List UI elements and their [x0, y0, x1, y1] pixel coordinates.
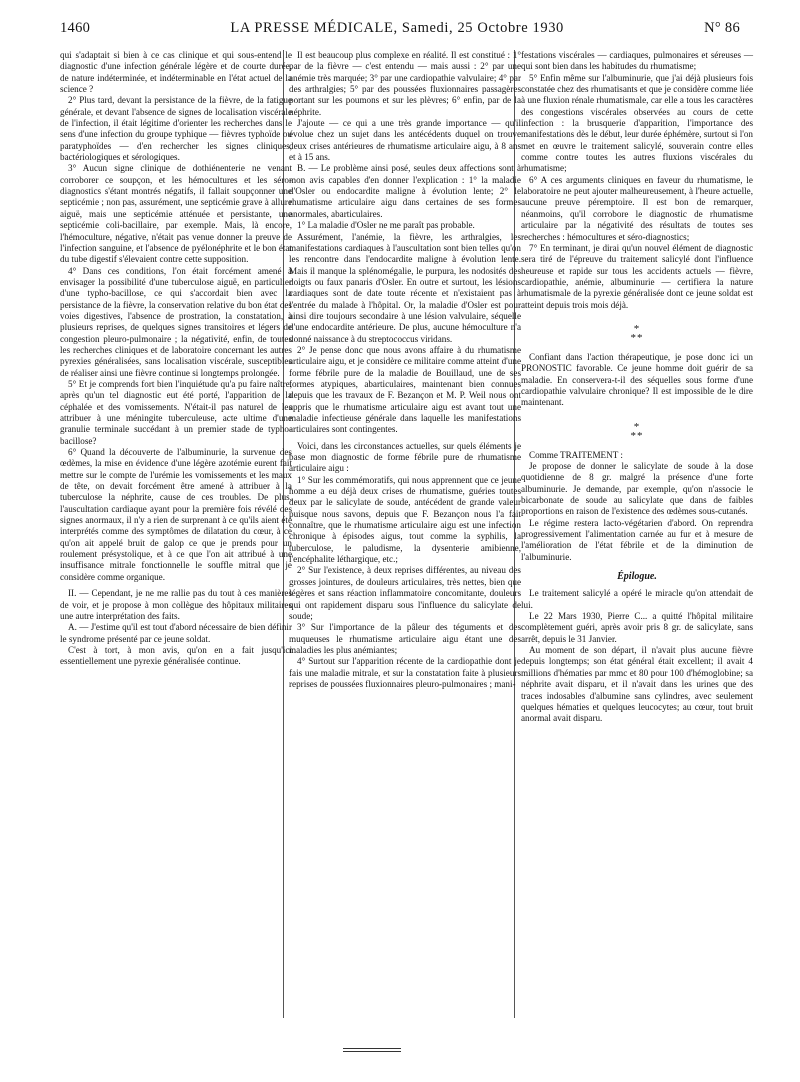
paragraph: qui s'adaptait si bien à ce cas clinique et qui sous-entend le diagnostic d'une infection générale légère et de courte durée, de nature indéterminée, et indéterminable en l'état actuel de la science ? — [60, 50, 292, 95]
paragraph: 1° Sur les commémoratifs, qui nous apprennent que ce jeune homme a eu déjà deux crises de rhumatisme, guéries toutes deux par le salicylate de soude, antécédent de grande valeur puisque nous savons, depuis que F. Bezançon nous l'a fait connaître, que le rhumatisme articulaire aigu est une infection chronique à épisodes aigus, tout comme la syphilis, la tuberculose, le paludisme, la dysenterie amibienne, l'encéphalite léthargique, etc.; — [289, 474, 521, 565]
paragraph: 2° Plus tard, devant la persistance de la fièvre, de la fatigue générale, et devant l'absence de signes de localisation viscérale de l'infection, il était légitime d'orienter les recherches dans le sens d'une infection du groupe typhique — fièvres typhoïde ou paratyphoïdes — d'en rechercher les signes cliniques, bactériologiques et sérologiques. — [60, 95, 292, 163]
paragraph: B. — Le problème ainsi posé, seules deux affections sont à mon avis capables d'en donner l'explication : 1° la maladie d'Osler ou endocardite maligne à évolution lente; 2° le rhumatisme articulaire aigu dans certaines de ses formes anormales, abarticulaires. — [289, 163, 521, 219]
paragraph: Le 22 Mars 1930, Pierre C... a quitté l'hôpital militaire complètement guéri, après avoir pris 8 gr. de salicylate, sans arrêt, depuis le 31 Janvier. — [521, 611, 753, 644]
text-column-2 — [289, 50, 521, 690]
paragraph: 3° Aucun signe clinique de dothiénenterie ne venant corroborer ce soupçon, et les hémocultures et les séro-diagnostics s'étant montrés négatifs, il fallait soupçonner une septicémie ; non pas, assurément, une septicémie grave à allure aiguë, mais une septicémie atténuée et persistante, une septicémie coli-bacillaire, par exemple. Mais, là encore, l'hémoculture, négative, n'était pas venue donner la preuve de l'infection sanguine, et l'absence de pyélonéphrite et le bon état du tube digestif s'élevaient contre cette supposition. — [60, 163, 292, 265]
paragraph: 4° Surtout sur l'apparition récente de la cardiopathie dont je fais une maladie mitrale, et sur la constatation faite à plusieurs reprises de poussées fluxionnaires pleuro-pulmonaires ; mani- — [289, 656, 521, 689]
paragraph: Je propose de donner le salicylate de soude à la dose quotidienne de 8 gr. malgré la présence d'une forte albuminurie. Je demande, par exemple, qu'on n'associe le bicarbonate de soude au salicylate que dans de faibles proportions en raison de l'existence des œdèmes sous-cutanés. — [521, 460, 753, 517]
paragraph: festations viscérales — cardiaques, pulmonaires et séreuses — qui sont bien dans les habitudes du rhumatisme; — [521, 50, 753, 72]
paragraph: 6° Quand la découverte de l'albuminurie, la survenue des œdèmes, la mise en évidence d'une légère azotémie eurent fait mettre sur le compte de l'urémie les vomissements et les maux de tête, on devait forcément être amené à attribuer à la tuberculose la néphrite, cause de ces troubles. De plus, l'auscultation cardiaque ayant pour la première fois révélé des signes anormaux, il n'y a rien de surprenant à ce qu'ils aient été interprétés comme des symptômes de dilatation du cœur, à ce qu'on ait appelé bruit de galop ce que je prends pour un roulement présystolique, et à ce que l'on ait attribué à une insuffisance mitrale fonctionnelle le souffle mitral que je considère comme organique. — [60, 447, 292, 582]
paragraph: 3° Sur l'importance de la pâleur des téguments et des muqueuses le rhumatisme articulaire aigu étant une des maladies les plus anémiantes; — [289, 622, 521, 655]
paragraph: J'ajoute — ce qui a une très grande importance — qu'il évolue chez un sujet dans les antécédents duquel on trouve deux crises antérieures de rhumatisme articulaire aigu, à 8 ans et à 15 ans. — [289, 118, 521, 163]
page-number: 1460 — [60, 20, 91, 36]
paragraph: 5° Et je comprends fort bien l'inquiétude qu'a pu faire naître, après qu'un tel diagnostic eut été porté, l'apparition de la céphalée et des vomissements. N'était-il pas naturel de les attribuer à une méningite tuberculeuse, acte ultime d'une granulie terminale succédant à un premier stade de typho-bacillose? — [60, 378, 292, 446]
paragraph: 7° En terminant, je dirai qu'un nouvel élément de diagnostic sera tiré de l'épreuve du traitement salicylé dont l'influence heureuse et rapide sur tous les accidents actuels — fièvre, cardiopathie, anémie, albuminurie — certifiera la nature rhumatismale de la pyrexie généralisée dont ce jeune soldat est atteint depuis trois mois déjà. — [521, 242, 753, 310]
text-column-1 — [60, 50, 292, 668]
paragraph: 5° Enfin même sur l'albuminurie, que j'ai déjà plusieurs fois constatée chez des rhumatisants et que je considère comme liée à une fluxion rénale rhumatismale, car elle a tous les caractères des congestions viscérales observées au cours de cette infection : la brusquerie d'apparition, l'importance des manifestations dès le début, leur durée éphémère, surtout si l'on met en œuvre le traitement salicylé, souverain contre elles comme contre toutes les autres fluxions viscérales du rhumatisme; — [521, 72, 753, 174]
issue-number: N° 86 — [704, 20, 740, 36]
page-header — [60, 20, 740, 37]
paragraph: 2° Sur l'existence, à deux reprises différentes, au niveau des grosses jointures, de douleurs articulaires, très nettes, bien que légères et sans réaction inflammatoire concomitante, douleurs qui ont rapidement disparu sous l'influence du salicylate de soude; — [289, 565, 521, 621]
paragraph: 4° Dans ces conditions, l'on était forcément amené à envisager la possibilité d'une tuberculose aiguë, en particulier d'une typho-bacillose, ce qui s'accordait bien avec la persistance de la fièvre, la conservation relative du bon état des voies digestives, l'absence de prostration, la constatation, à plusieurs reprises, de quelques signes transitoires et légers de congestion pleuro-pulmonaire ; la négativité, enfin, de toutes les recherches cliniques et de laboratoire concernant les autres pyrexies généralisées, sans localisation viscérale, susceptibles de réaliser ainsi une fièvre continue si longtemps prolongée. — [60, 265, 292, 378]
journal-title: LA PRESSE MÉDICALE, Samedi, 25 Octobre 1930 — [230, 20, 564, 36]
paragraph: Il est beaucoup plus complexe en réalité. Il est constitué : 1° par de la fièvre — c'est entendu — mais aussi : 2° par une anémie très marquée; 3° par une cardiopathie valvulaire; 4° par des arthralgies; 5° par des poussées fluxionnaires passagères portant sur les poumons et sur les plèvres; 6° enfin, par de la néphrite. — [289, 50, 521, 117]
paragraph: 6° A ces arguments cliniques en faveur du rhumatisme, le laboratoire ne peut ajouter malheureusement, à l'heure actuelle, aucune preuve péremptoire. Il est bon de remarquer, néanmoins, qu'il corrobore le diagnostic de rhumatisme articulaire par la négativité des résultats de toutes ses recherches : hémocultures et séro-diagnostics; — [521, 174, 753, 242]
paragraph: II. — Cependant, je ne me rallie pas du tout à ces manières de voir, et je propose à mon collègue des hôpitaux militaires une autre interprétation des faits. — [60, 588, 292, 621]
epilogue-heading: Épilogue. — [617, 571, 657, 583]
paragraph: Le traitement salicylé a opéré le miracle qu'on attendait de lui. — [521, 588, 753, 610]
paragraph: Le régime restera lacto-végétarien d'abord. On reprendra progressivement l'alimentation carnée au fur et à mesure de l'amélioration de l'état fébrile et de la diminution de l'albuminurie. — [521, 517, 753, 562]
paragraph: C'est à tort, à mon avis, qu'on en a fait jusqu'ici essentiellement une pyrexie généralisée continue. — [60, 644, 292, 667]
asterism-divider: * ** — [630, 420, 644, 442]
paragraph: 2° Je pense donc que nous avons affaire à du rhumatisme articulaire aigu, et je considère ce militaire comme atteint d'une forme fébrile pure de la maladie de Bouillaud, une de ses formes atypiques, abarticulaires, maintenant bien connues depuis que les travaux de F. Bezançon et M. P. Weil nous ont appris que le rhumatisme articulaire aigu est avant tout une maladie infectieuse générale dans laquelle les manifestations articulaires sont contingentes. — [289, 344, 521, 435]
paragraph: Voici, dans les circonstances actuelles, sur quels éléments je base mon diagnostic de forme fébrile pure de rhumatisme articulaire aigu : — [289, 440, 521, 474]
end-rule — [343, 1048, 401, 1049]
end-rule — [343, 1051, 401, 1052]
paragraph: A. — J'estime qu'il est tout d'abord nécessaire de bien définir le syndrome présenté par ce jeune soldat. — [60, 622, 292, 644]
paragraph: Assurément, l'anémie, la fièvre, les arthralgies, les manifestations cardiaques à l'auscultation sont bien telles qu'on les rencontre dans l'endocardite maligne à évolution lente. Mais il manque la splénomégalie, le purpura, les nodosités des doigts ou faux panaris d'Osler. En outre et surtout, les lésions cardiaques sont de date toute récente et n'existaient pas à l'entrée du malade à l'hôpital. Or, la maladie d'Osler est pour ainsi dire toujours secondaire à une lésion valvulaire, séquelle d'une endocardite antérieure. De plus, aucune hémoculture n'a donné naissance à du streptococcus viridans. — [289, 231, 521, 344]
treatment-heading: Comme TRAITEMENT : — [529, 449, 623, 460]
asterism-divider: * ** — [630, 322, 644, 344]
paragraph: Confiant dans l'action thérapeutique, je pose donc ici un PRONOSTIC favorable. Ce jeune homme doit guérir de sa maladie. En conservera-t-il des séquelles sous forme d'une cardiopathie valvulaire chronique? Il est impossible de le dire maintenant. — [521, 351, 753, 408]
paragraph: 1° La maladie d'Osler ne me paraît pas probable. — [297, 220, 475, 231]
text-column-3 — [521, 50, 753, 725]
paragraph: Au moment de son départ, il n'avait plus aucune fièvre depuis longtemps; son état général était excellent; il avait 4 millions d'hématies par mmc et 80 pour 100 d'hémoglobine; sa néphrite avait disparu, et il n'avait dans les urines que des traces indosables d'albumine sans cylindres, avec seulement quelques hématies et quelques leucocytes; au cœur, tout bruit anormal avait disparu. — [521, 645, 753, 724]
